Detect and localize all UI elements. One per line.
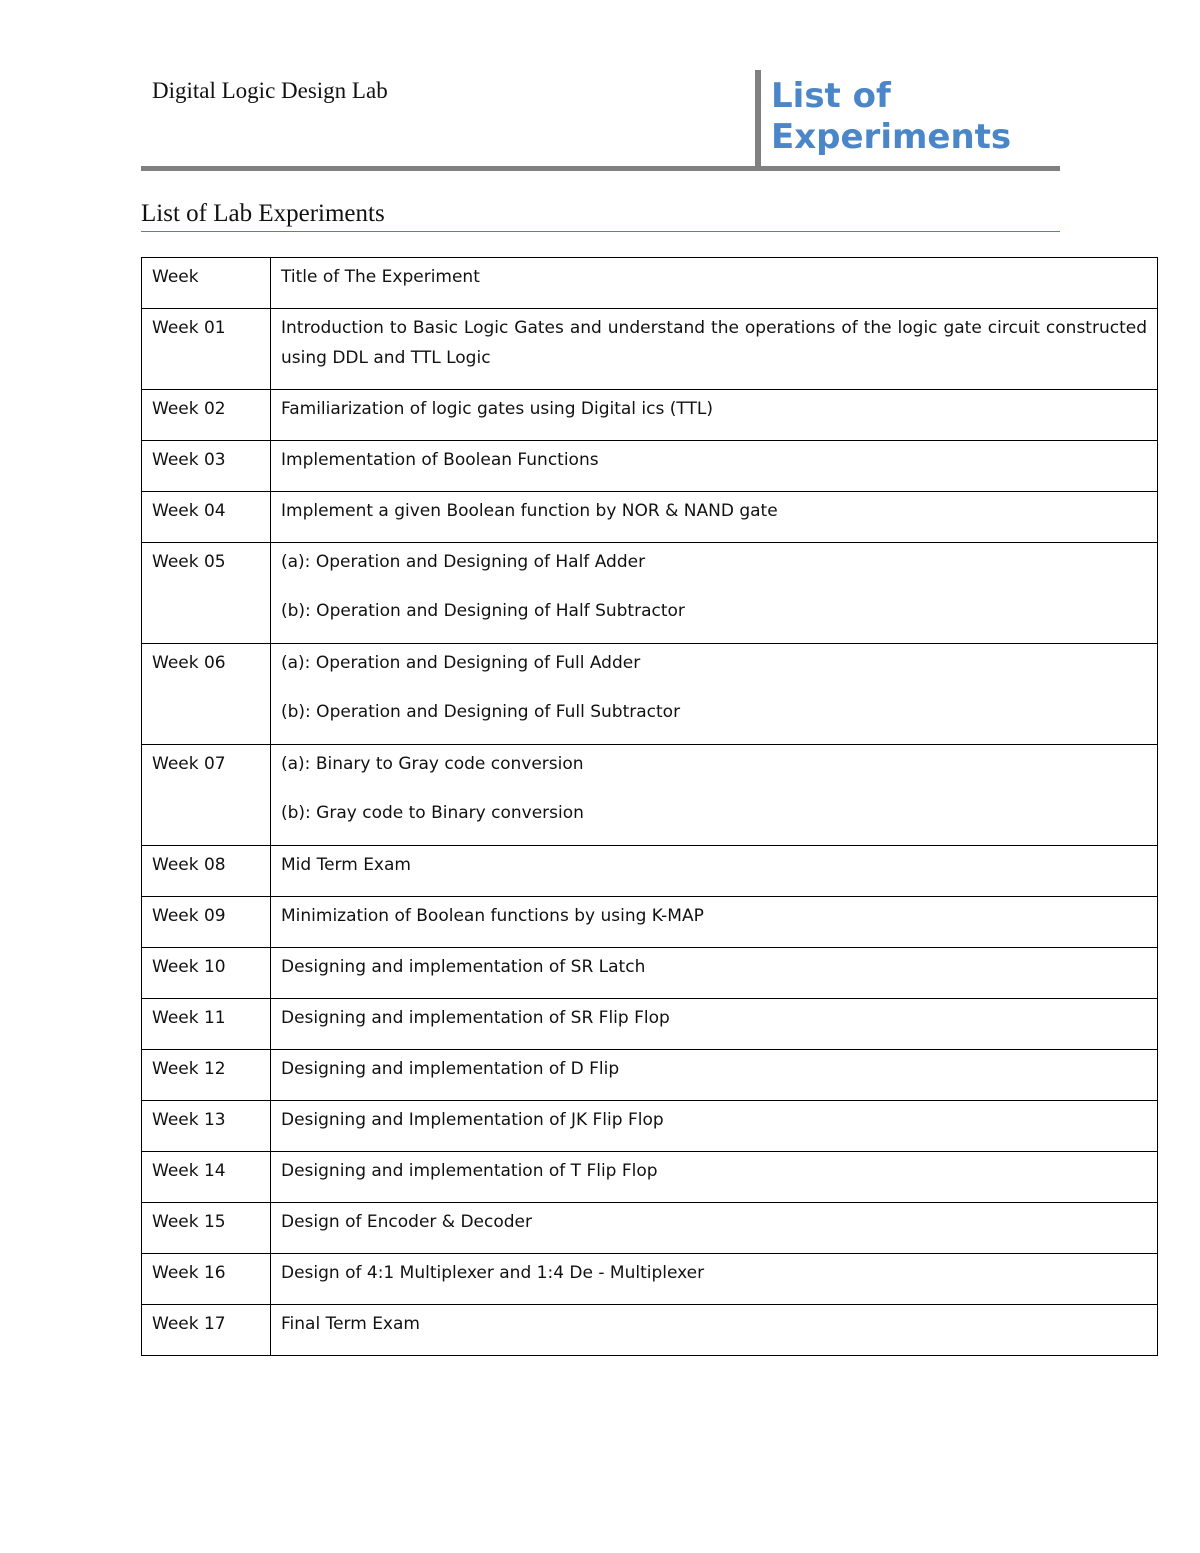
- week-cell: Week 07: [142, 745, 271, 846]
- week-cell: Week 04: [142, 492, 271, 543]
- week-cell: Week 05: [142, 543, 271, 644]
- title-cell: Introduction to Basic Logic Gates and understand the operations of the logic gate circuit constructed using DDL and TTL Logic: [271, 309, 1158, 390]
- title-cell: Designing and implementation of SR Flip Flop: [271, 999, 1158, 1050]
- title-cell: Familiarization of logic gates using Digital ics (TTL): [271, 390, 1158, 441]
- week-cell: Week 10: [142, 948, 271, 999]
- week-cell: Week 03: [142, 441, 271, 492]
- title-cell: Final Term Exam: [271, 1305, 1158, 1356]
- title-cell: Implementation of Boolean Functions: [271, 441, 1158, 492]
- title-cell: Implement a given Boolean function by NOR & NAND gate: [271, 492, 1158, 543]
- header-vertical-bar: [755, 70, 761, 170]
- week-cell: Week 12: [142, 1050, 271, 1101]
- title-cell: Designing and implementation of T Flip Flop: [271, 1152, 1158, 1203]
- week-cell: Week 08: [142, 846, 271, 897]
- table-row: [142, 1203, 1158, 1254]
- title-cell: [271, 543, 1158, 644]
- section-rule: [141, 231, 1060, 232]
- table-row: [142, 948, 1158, 999]
- title-part-a: (a): Binary to Gray code conversion: [281, 754, 584, 774]
- table-row: [142, 846, 1158, 897]
- table-row: [142, 543, 1158, 644]
- title-cell: Designing and implementation of SR Latch: [271, 948, 1158, 999]
- table-row: [142, 492, 1158, 543]
- table-row: [142, 745, 1158, 846]
- title-cell: Design of Encoder & Decoder: [271, 1203, 1158, 1254]
- week-cell: Week 13: [142, 1101, 271, 1152]
- header-rule: [141, 166, 1060, 171]
- table-row: [142, 1101, 1158, 1152]
- header-badge-line2: Experiments: [771, 117, 1012, 157]
- week-cell: Week 11: [142, 999, 271, 1050]
- week-cell: Week 09: [142, 897, 271, 948]
- title-cell: Design of 4:1 Multiplexer and 1:4 De - Multiplexer: [271, 1254, 1158, 1305]
- week-cell: Week 14: [142, 1152, 271, 1203]
- table-row: [142, 1305, 1158, 1356]
- table-row: [142, 999, 1158, 1050]
- table-header-row: [142, 258, 1158, 309]
- section-title: List of Lab Experiments: [141, 200, 385, 227]
- table-row: [142, 1152, 1158, 1203]
- header-badge: [771, 76, 1011, 158]
- week-cell: Week 17: [142, 1305, 271, 1356]
- experiments-table: [141, 257, 1158, 1356]
- header-cell-week: Week: [142, 258, 271, 309]
- header-badge-line1: List of: [771, 76, 891, 116]
- week-cell: Week 15: [142, 1203, 271, 1254]
- table-row: [142, 1050, 1158, 1101]
- title-part-b: (b): Gray code to Binary conversion: [281, 803, 584, 823]
- title-cell: Minimization of Boolean functions by using K-MAP: [271, 897, 1158, 948]
- title-part-b: (b): Operation and Designing of Full Subtractor: [281, 702, 681, 722]
- title-cell: Designing and Implementation of JK Flip Flop: [271, 1101, 1158, 1152]
- title-cell: [271, 644, 1158, 745]
- header-cell-title: Title of The Experiment: [271, 258, 1158, 309]
- week-cell: Week 02: [142, 390, 271, 441]
- title-part-a: (a): Operation and Designing of Full Adder: [281, 653, 641, 673]
- week-cell: Week 16: [142, 1254, 271, 1305]
- title-part-a: (a): Operation and Designing of Half Adder: [281, 552, 646, 572]
- course-title: Digital Logic Design Lab: [152, 78, 388, 103]
- week-cell: Week 06: [142, 644, 271, 745]
- week-cell: Week 01: [142, 309, 271, 390]
- table-row: [142, 441, 1158, 492]
- title-part-b: (b): Operation and Designing of Half Subtractor: [281, 601, 685, 621]
- table-row: [142, 897, 1158, 948]
- table-row: [142, 1254, 1158, 1305]
- table-row: [142, 390, 1158, 441]
- table-row: [142, 309, 1158, 390]
- table-row: [142, 644, 1158, 745]
- title-cell: Designing and implementation of D Flip: [271, 1050, 1158, 1101]
- title-cell: Mid Term Exam: [271, 846, 1158, 897]
- title-cell: [271, 745, 1158, 846]
